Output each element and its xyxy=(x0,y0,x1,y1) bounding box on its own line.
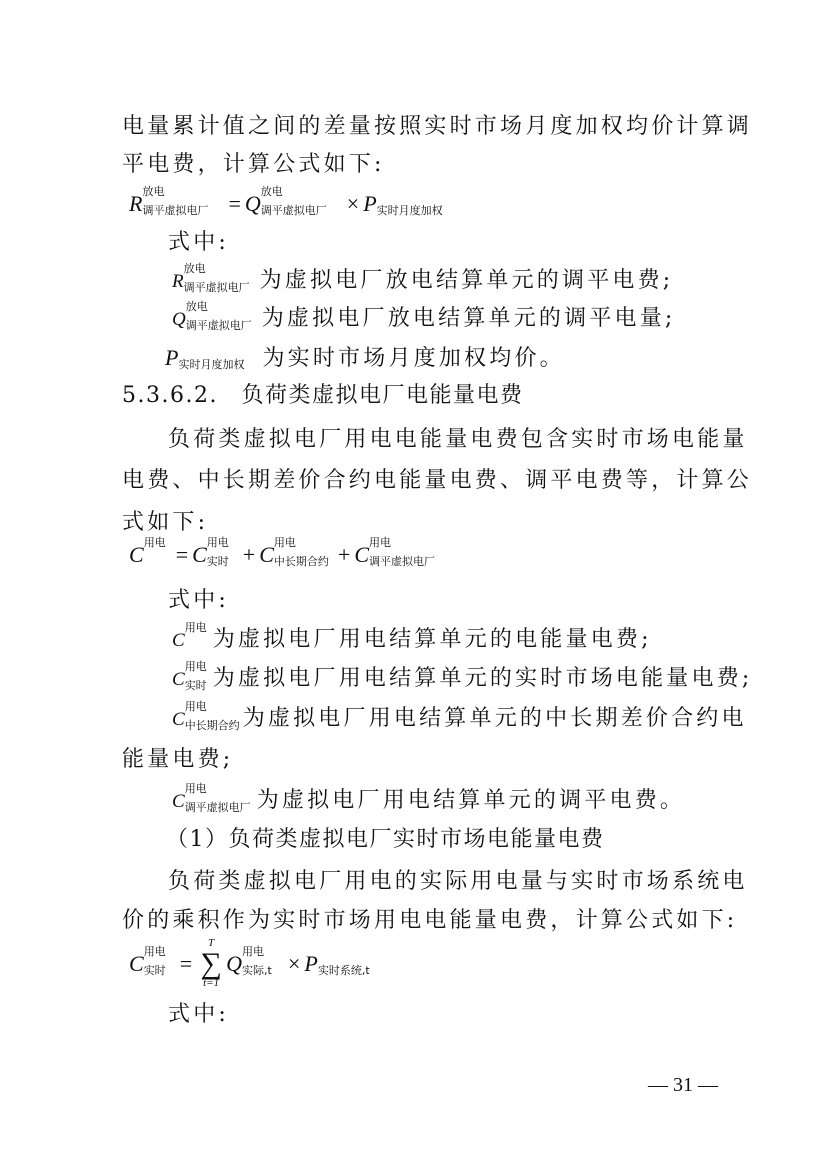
subsection-heading: （1）负荷类虚拟电厂实时市场电能量电费 xyxy=(166,827,605,852)
definition-line: C 用电 调平虚拟电厂 为虚拟电厂用电结算单元的调平电费。 xyxy=(172,782,686,814)
formula-load-energy-fee: C 用电 = C 用电 实时 + C 用电 中长期合约 + C 用电 调平虚拟电厂 xyxy=(129,536,436,568)
definition-line: P 实时月度加权 为实时市场月度加权均价。 xyxy=(165,345,565,371)
text-line: 式如下: xyxy=(122,510,209,535)
text-line: 电量累计值之间的差量按照实时市场月度加权均价计算调 xyxy=(122,114,753,139)
definition-line: C 用电 实时 为虚拟电厂用电结算单元的实时市场电能量电费; xyxy=(172,660,753,692)
definition-line: Q 放电 调平虚拟电厂 为虚拟电厂放电结算单元的调平电量; xyxy=(172,300,676,332)
formula-discharge-adjust-fee: R 放电 调平虚拟电厂 = Q 放电 调平虚拟电厂 × P 实时月度加权 xyxy=(129,185,443,217)
text-line: 式中: xyxy=(168,588,230,613)
text-line: 平电费，计算公式如下: xyxy=(122,152,385,177)
text-line: 负荷类虚拟电厂用电电能量电费包含实时市场电能量 xyxy=(168,427,748,452)
page-number: — 31 — xyxy=(648,1074,718,1096)
text-line: 式中: xyxy=(168,1002,230,1027)
definition-line: C 用电 中长期合约 为虚拟电厂用电结算单元的中长期差价合约电 xyxy=(172,700,747,732)
text-line: 式中: xyxy=(168,230,230,255)
section-heading: 5.3.6.2. 负荷类虚拟电厂电能量电费 xyxy=(122,383,524,408)
definition-line: R 放电 调平虚拟电厂 为虚拟电厂放电结算单元的调平电费; xyxy=(172,262,674,294)
text-line: 价的乘积作为实时市场用电电能量电费，计算公式如下: xyxy=(122,908,738,933)
text-line: 电费、中长期差价合约电能量电费、调平电费等，计算公 xyxy=(122,468,753,493)
text-line: 能量电费; xyxy=(122,747,234,772)
formula-realtime-energy-fee: C 用电 实时 = T ∑ t=1 Q 用电 实际,t × P 实时系统,t xyxy=(129,937,370,989)
definition-line: C 用电 为虚拟电厂用电结算单元的电能量电费; xyxy=(172,621,652,652)
text-line: 负荷类虚拟电厂用电的实际用电量与实时市场系统电 xyxy=(168,869,748,894)
